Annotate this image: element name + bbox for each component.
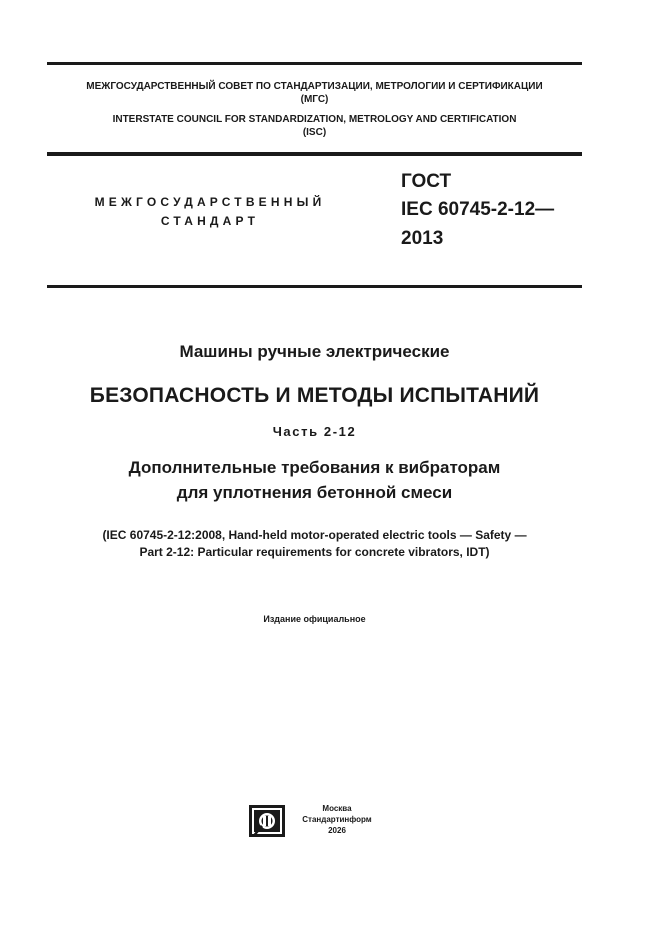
council-ru <box>47 80 582 106</box>
top-rule <box>47 62 582 65</box>
council-en-line2: (ISC) <box>302 127 327 138</box>
standartinform-logo-icon <box>249 805 285 837</box>
title-additional-line2: для уплотнения бетонной смеси <box>176 483 453 502</box>
title-additional-line1: Дополнительные требования к вибраторам <box>128 458 501 477</box>
middle-rule <box>47 152 582 156</box>
publisher-year: 2026 <box>328 826 346 835</box>
iec-reference-line2: Part 2-12: Particular requirements for concrete vibrators, IDT) <box>139 545 490 559</box>
iec-reference-line1: (IEC 60745-2-12:2008, Hand-held motor-operated electric tools — Safety — <box>102 528 527 542</box>
publisher-block <box>293 803 381 836</box>
title-safety: БЕЗОПАСНОСТЬ И МЕТОДЫ ИСПЫТАНИЙ <box>89 384 540 407</box>
edition-label: Издание официальное <box>263 614 366 624</box>
title-machines: Машины ручные электрические <box>179 342 450 361</box>
council-en-line1: INTERSTATE COUNCIL FOR STANDARDIZATION, METROLOGY AND CERTIFICATION <box>112 114 517 125</box>
designation-line2: IEC 60745-2-12— <box>401 199 555 220</box>
standard-type-line2: СТАНДАРТ <box>160 214 260 228</box>
standard-type-line1: МЕЖГОСУДАРСТВЕННЫЙ <box>94 195 326 209</box>
designation-line1: ГОСТ <box>401 171 452 192</box>
council-ru-line1: МЕЖГОСУДАРСТВЕННЫЙ СОВЕТ ПО СТАНДАРТИЗАЦИИ, МЕТРОЛОГИИ И СЕРТИФИКАЦИИ <box>86 81 543 92</box>
council-ru-line2: (МГС) <box>300 94 329 105</box>
council-en <box>47 113 582 139</box>
publisher-city: Москва <box>322 804 352 813</box>
publisher-name: Стандартинформ <box>302 815 372 824</box>
title-part: Часть 2-12 <box>272 424 357 439</box>
bottom-rule <box>47 285 582 288</box>
designation-line3: 2013 <box>401 228 444 249</box>
